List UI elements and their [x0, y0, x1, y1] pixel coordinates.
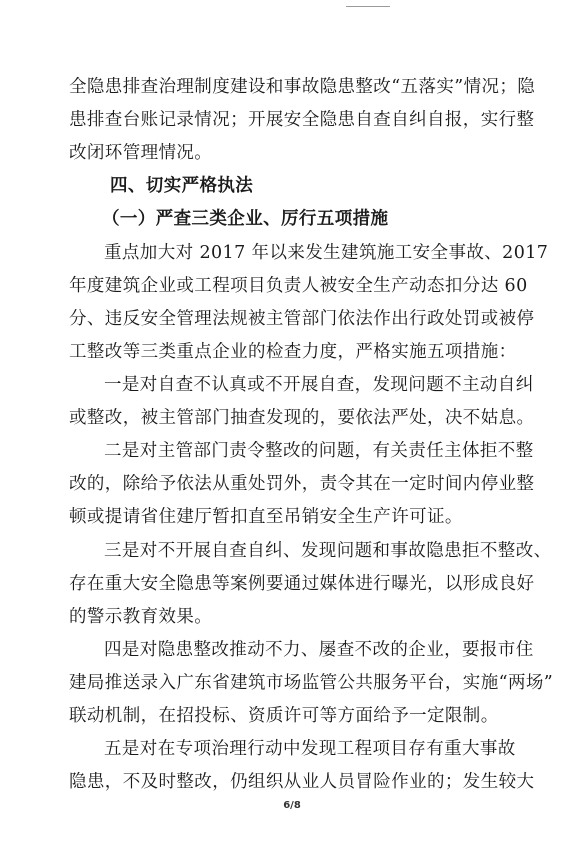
paragraph-line: 三是对不开展自查自纠、发现问题和事故隐患拒不整改、 — [104, 541, 552, 561]
paragraph-line: 顿或提请省住建厅暂扣直至吊销安全生产许可证。 — [69, 507, 463, 527]
paragraph-line: 四是对隐患整改推动不力、屡查不改的企业，要报市住 — [104, 640, 534, 660]
page-number: 6/8 — [283, 800, 301, 811]
paragraph-line: 的警示教育效果。 — [69, 607, 213, 627]
subsection-heading: （一）严查三类企业、厉行五项措施 — [102, 209, 389, 229]
paragraph-line: 年度建筑企业或工程项目负责人被安全生产动态扣分达 60 — [69, 276, 528, 296]
paragraph-line: 改的，除给予依法从重处罚外，责令其在一定时间内停业整 — [69, 474, 535, 494]
paragraph-line: 或整改，被主管部门抽查发现的，要依法严处，决不姑息。 — [69, 408, 535, 428]
paragraph-line: 分、违反安全管理法规被主管部门依法作出行政处罚或被停 — [69, 309, 535, 329]
paragraph-line: 二是对主管部门责令整改的问题，有关责任主体拒不整 — [104, 441, 534, 461]
section-heading: 四、切实严格执法 — [110, 176, 254, 196]
paragraph-line: 存在重大安全隐患等案例要通过媒体进行曝光，以形成良好 — [69, 574, 535, 594]
paragraph-line: 建局推送录入广东省建筑市场监管公共服务平台，实施“两场” — [69, 673, 554, 693]
paragraph-line: 改闭环管理情况。 — [69, 143, 213, 163]
paragraph-line: 隐患，不及时整改，仍组织从业人员冒险作业的；发生较大 — [69, 772, 535, 792]
top-scan-mark — [346, 6, 390, 7]
paragraph-line: 患排查台账记录情况；开展安全隐患自查自纠自报，实行整 — [69, 110, 535, 130]
paragraph-line: 联动机制，在招投标、资质许可等方面给予一定限制。 — [69, 706, 499, 726]
paragraph-line: 工整改等三类重点企业的检查力度，严格实施五项措施： — [69, 342, 517, 362]
paragraph-line: 全隐患排查治理制度建设和事故隐患整改“五落实”情况；隐 — [69, 77, 536, 97]
paragraph-line: 一是对自查不认真或不开展自查，发现问题不主动自纠 — [104, 375, 534, 395]
paragraph-line: 五是对在专项治理行动中发现工程项目存有重大事故 — [104, 739, 516, 759]
paragraph-line: 重点加大对 2017 年以来发生建筑施工安全事故、2017 — [104, 243, 549, 263]
